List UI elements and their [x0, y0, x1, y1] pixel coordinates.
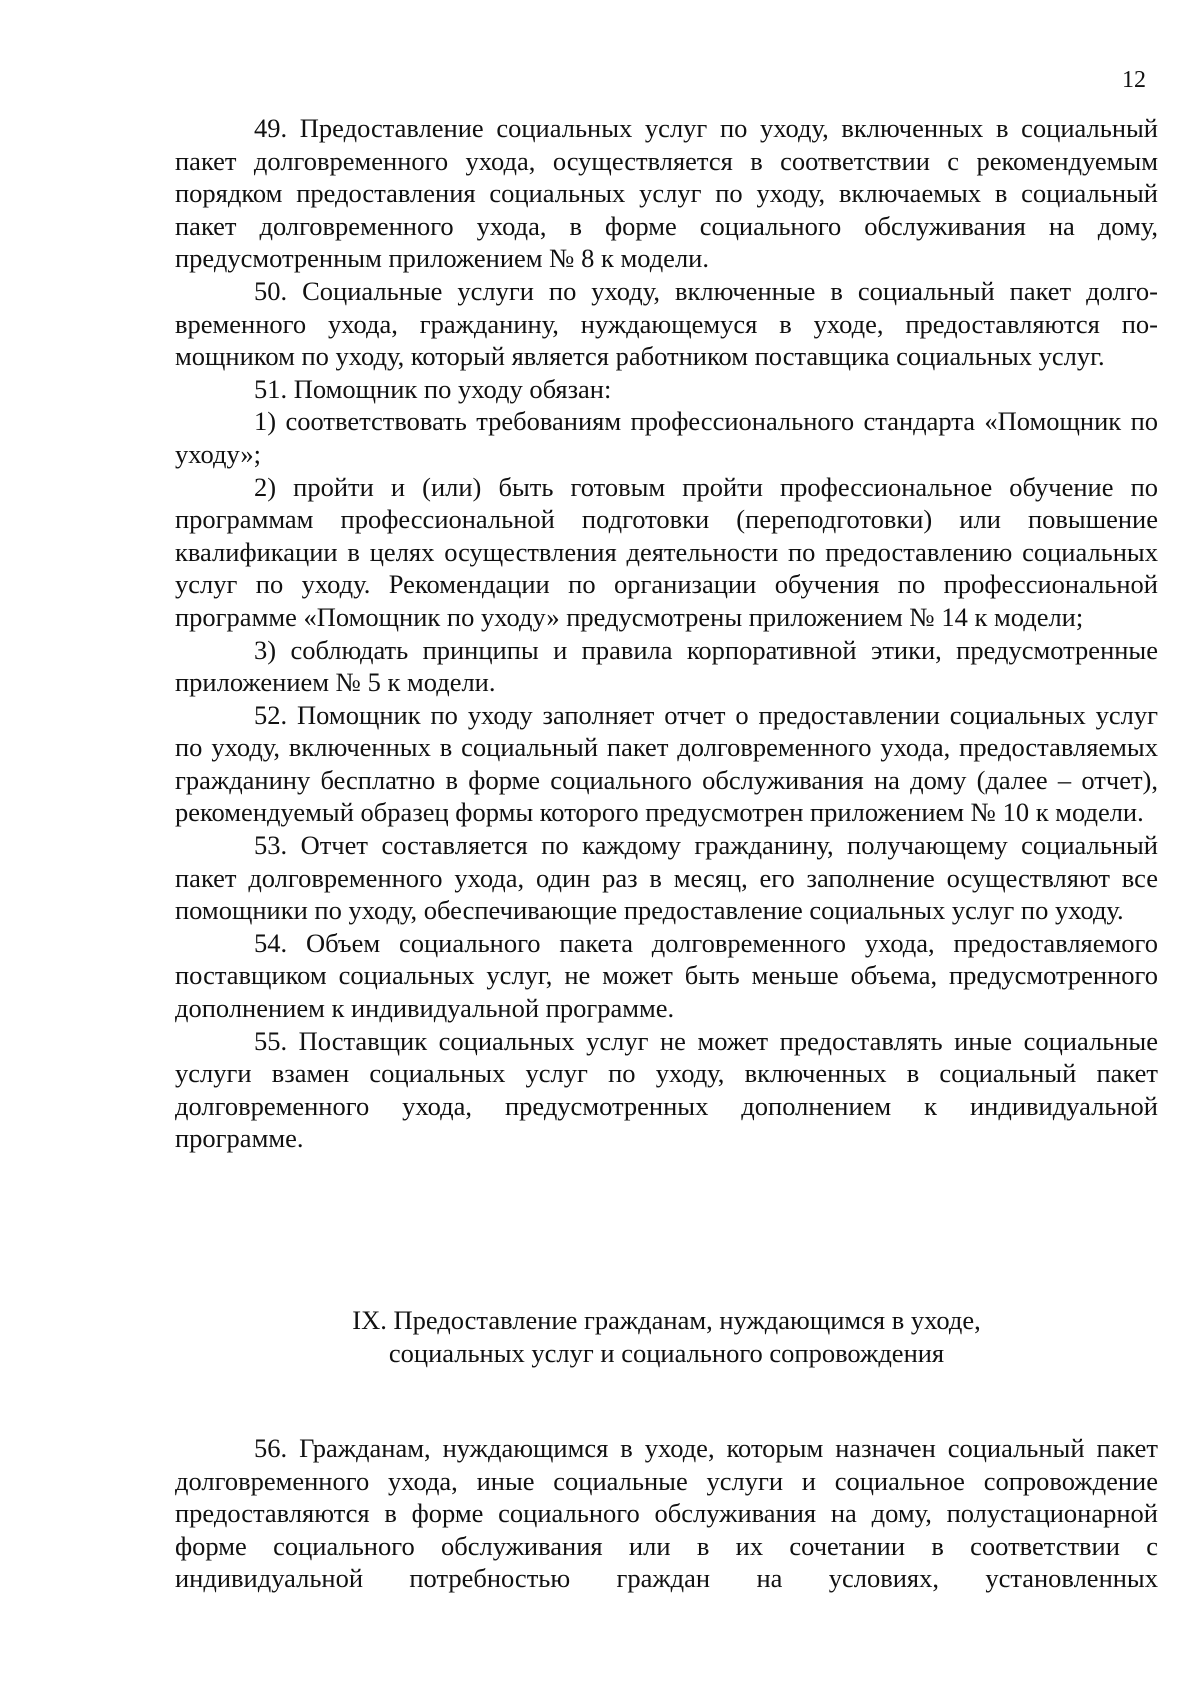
- paragraph-51: 51. Помощник по уходу обязан:: [254, 373, 612, 404]
- section-heading: [175, 1304, 1158, 1370]
- paragraph-51-item-2: 2) пройти и (или) быть готовым пройти профессиональное обучение по программам профессиональной подготовки (переподготовки) или повышение квалификации в целях осуществления деятельности по предоставлению социальных услуг по уходу. Рекомендации по организации обучения по профессиональной программе «Помощник по уходу» предусмотрены приложением № 14 к модели;: [175, 471, 1158, 632]
- paragraph-49: 49. Предоставление социальных услуг по уходу, включенных в социальный пакет долговременного ухода, осуществляется в соответствии с рекомендуемым порядком предоставления социальных услуг по уходу, включаемых в социальный пакет долговременного ухода, в форме социального обслуживания на дому, предусмотренным приложением № 8 к модели.: [175, 113, 1158, 274]
- paragraph-56: 56. Гражданам, нуждающимся в уходе, которым назначен социальный пакет долговременного ухода, иные социальные услуги и социальное сопровождение предоставляются в форме социального обслуживания на дому, полустационарной форме социального обслуживания или в их сочетании в соответствии с индивидуальной потребностью граждан на условиях, установленных: [175, 1433, 1158, 1594]
- section-heading-line-2: социальных услуг и социального сопровождения: [388, 1338, 945, 1368]
- body-text-after-heading: [175, 1432, 1158, 1595]
- paragraph-55: 55. Поставщик социальных услуг не может предоставлять иные социальные услуги взамен социальных услуг по уходу, включенных в социальный пакет долговременного ухода, предусмотренных дополнением к индивидуальной программе.: [175, 1025, 1158, 1154]
- paragraph-53: 53. Отчет составляется по каждому гражданину, получающему социальный пакет долговременного ухода, один раз в месяц, его заполнение осуществляют все помощники по уходу, обеспечивающие предоставление социальных услуг по уходу.: [175, 830, 1158, 926]
- paragraph-52: 52. Помощник по уходу заполняет отчет о предоставлении социальных услуг по уходу, включенных в социальный пакет долговременного ухода, предоставляемых гражданину бесплатно в форме социального обслуживания на дому (далее – отчет), рекомендуемый образец формы которого предусмотрен приложением № 10 к модели.: [175, 699, 1158, 828]
- paragraph-51-item-1: 1) соответствовать требованиям профессионального стандарта «Помощник по уходу»;: [175, 406, 1158, 469]
- paragraph-50: 50. Социальные услуги по уходу, включенные в социальный пакет долговременного ухода, гражданину, нуждающемуся в уходе, предоставляются помощником по уходу, который является работником поставщика социальных услуг.: [175, 275, 1158, 372]
- body-text-before-heading: [175, 112, 1158, 1155]
- paragraph-51-item-3: 3) соблюдать принципы и правила корпоративной этики, предусмотренные приложением № 5 к модели.: [175, 634, 1158, 698]
- section-heading-line-1: IX. Предоставление гражданам, нуждающимся в уходе,: [352, 1305, 981, 1335]
- page-number: 12: [1122, 67, 1146, 93]
- paragraph-54: 54. Объем социального пакета долговременного ухода, предоставляемого поставщиком социальных услуг, не может быть меньше объема, предусмотренного дополнением к индивидуальной программе.: [175, 927, 1158, 1024]
